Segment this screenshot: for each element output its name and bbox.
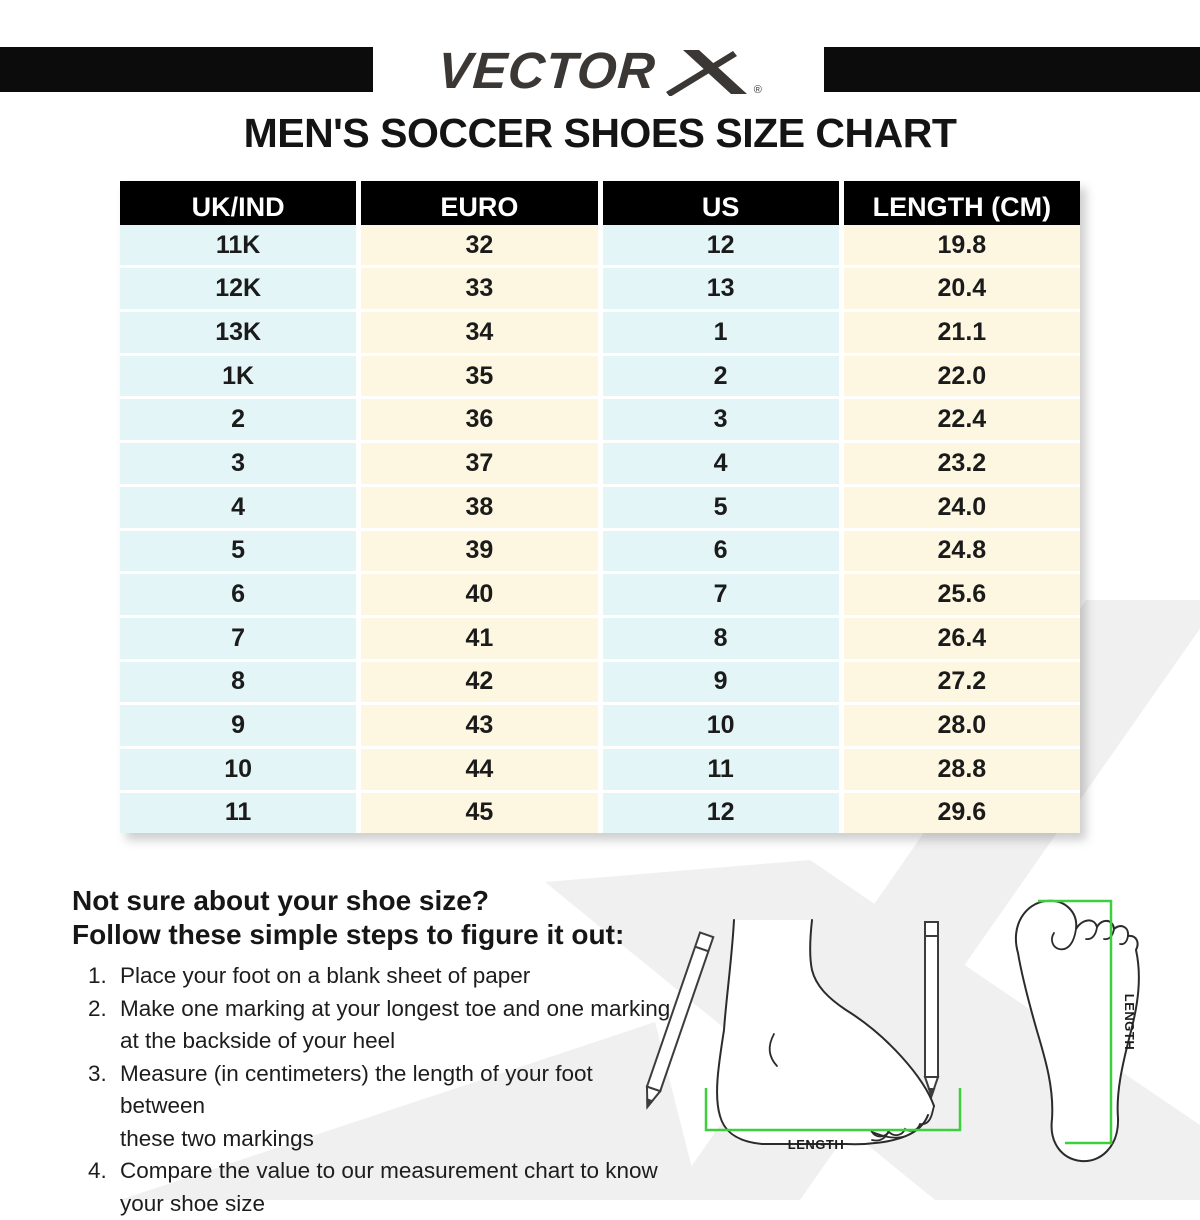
brand-x-icon <box>666 50 750 96</box>
table-cell: 22.0 <box>844 356 1080 397</box>
size-chart-table <box>120 181 1080 833</box>
table-cell: 4 <box>603 443 839 484</box>
table-cell: 20.4 <box>844 268 1080 309</box>
table-cell: 6 <box>603 531 839 572</box>
instructions-heading-1: Not sure about your shoe size? <box>72 885 489 916</box>
header-bar-left <box>0 47 373 92</box>
table-cell: 34 <box>361 312 597 353</box>
table-cell: 42 <box>361 662 597 703</box>
instruction-step: 4. Compare the value to our measurement chart to know your shoe size <box>88 1158 658 1216</box>
table-cell: 29.6 <box>844 793 1080 834</box>
table-cell: 5 <box>120 531 356 572</box>
foot-side-outline <box>717 920 934 1144</box>
table-cell: 3 <box>120 443 356 484</box>
instruction-step: 1. Place your foot on a blank sheet of paper <box>88 963 531 988</box>
page-title: MEN'S SOCCER SHOES SIZE CHART <box>243 110 957 156</box>
table-cell: 1K <box>120 356 356 397</box>
registered-mark: ® <box>753 84 762 96</box>
table-cell: 40 <box>361 574 597 615</box>
foot-sole-measure-illustration <box>986 891 1158 1181</box>
table-cell: 36 <box>361 399 597 440</box>
table-cell: 45 <box>361 793 597 834</box>
table-cell: 5 <box>603 487 839 528</box>
table-cell: 37 <box>361 443 597 484</box>
table-cell: 26.4 <box>844 618 1080 659</box>
table-cell: 19.8 <box>844 225 1080 266</box>
table-cell: 8 <box>603 618 839 659</box>
header-bar-right <box>824 47 1200 92</box>
table-cell: 33 <box>361 268 597 309</box>
length-label: LENGTH <box>787 1137 845 1152</box>
table-cell: 11K <box>120 225 356 266</box>
column-header-length-cm: LENGTH (CM) <box>844 181 1080 233</box>
table-cell: 2 <box>603 356 839 397</box>
table-cell: 7 <box>120 618 356 659</box>
brand-logo-text: VECTOR <box>436 42 658 99</box>
instructions-section <box>72 884 672 1220</box>
table-cell: 12 <box>603 225 839 266</box>
column-header-us: US <box>603 181 839 233</box>
table-cell: 1 <box>603 312 839 353</box>
table-cell: 24.8 <box>844 531 1080 572</box>
instructions-steps <box>72 960 672 1220</box>
brand-logo <box>408 40 792 98</box>
table-cell: 2 <box>120 399 356 440</box>
table-cell: 21.1 <box>844 312 1080 353</box>
table-cell: 43 <box>361 705 597 746</box>
table-cell: 25.6 <box>844 574 1080 615</box>
table-cell: 23.2 <box>844 443 1080 484</box>
pencil-icon <box>925 922 938 1096</box>
table-cell: 9 <box>603 662 839 703</box>
table-cell: 22.4 <box>844 399 1080 440</box>
column-header-uk-ind: UK/IND <box>120 181 356 233</box>
table-cell: 44 <box>361 749 597 790</box>
table-cell: 12K <box>120 268 356 309</box>
table-cell: 28.0 <box>844 705 1080 746</box>
table-cell: 9 <box>120 705 356 746</box>
table-cell: 13K <box>120 312 356 353</box>
table-cell: 6 <box>120 574 356 615</box>
table-cell: 4 <box>120 487 356 528</box>
table-cell: 41 <box>361 618 597 659</box>
length-label: LENGTH <box>1122 993 1137 1051</box>
instructions-heading-2: Follow these simple steps to figure it out: <box>72 919 625 950</box>
instruction-step: 3. Measure (in centimeters) the length of your foot between these two markings <box>88 1060 593 1151</box>
column-header-euro: EURO <box>361 181 597 233</box>
foot-sole-outline <box>1016 901 1139 1161</box>
table-cell: 8 <box>120 662 356 703</box>
table-cell: 13 <box>603 268 839 309</box>
pencil-icon <box>641 933 713 1110</box>
table-cell: 28.8 <box>844 749 1080 790</box>
table-cell: 11 <box>120 793 356 834</box>
table-cell: 32 <box>361 225 597 266</box>
instruction-step: 2. Make one marking at your longest toe and one marking at the backside of your heel <box>88 995 671 1053</box>
table-cell: 12 <box>603 793 839 834</box>
table-cell: 11 <box>603 749 839 790</box>
table-cell: 39 <box>361 531 597 572</box>
foot-side-measure-illustration <box>588 918 980 1180</box>
table-cell: 7 <box>603 574 839 615</box>
table-cell: 10 <box>120 749 356 790</box>
table-cell: 38 <box>361 487 597 528</box>
table-cell: 27.2 <box>844 662 1080 703</box>
table-cell: 10 <box>603 705 839 746</box>
table-cell: 35 <box>361 356 597 397</box>
table-cell: 3 <box>603 399 839 440</box>
table-cell: 24.0 <box>844 487 1080 528</box>
